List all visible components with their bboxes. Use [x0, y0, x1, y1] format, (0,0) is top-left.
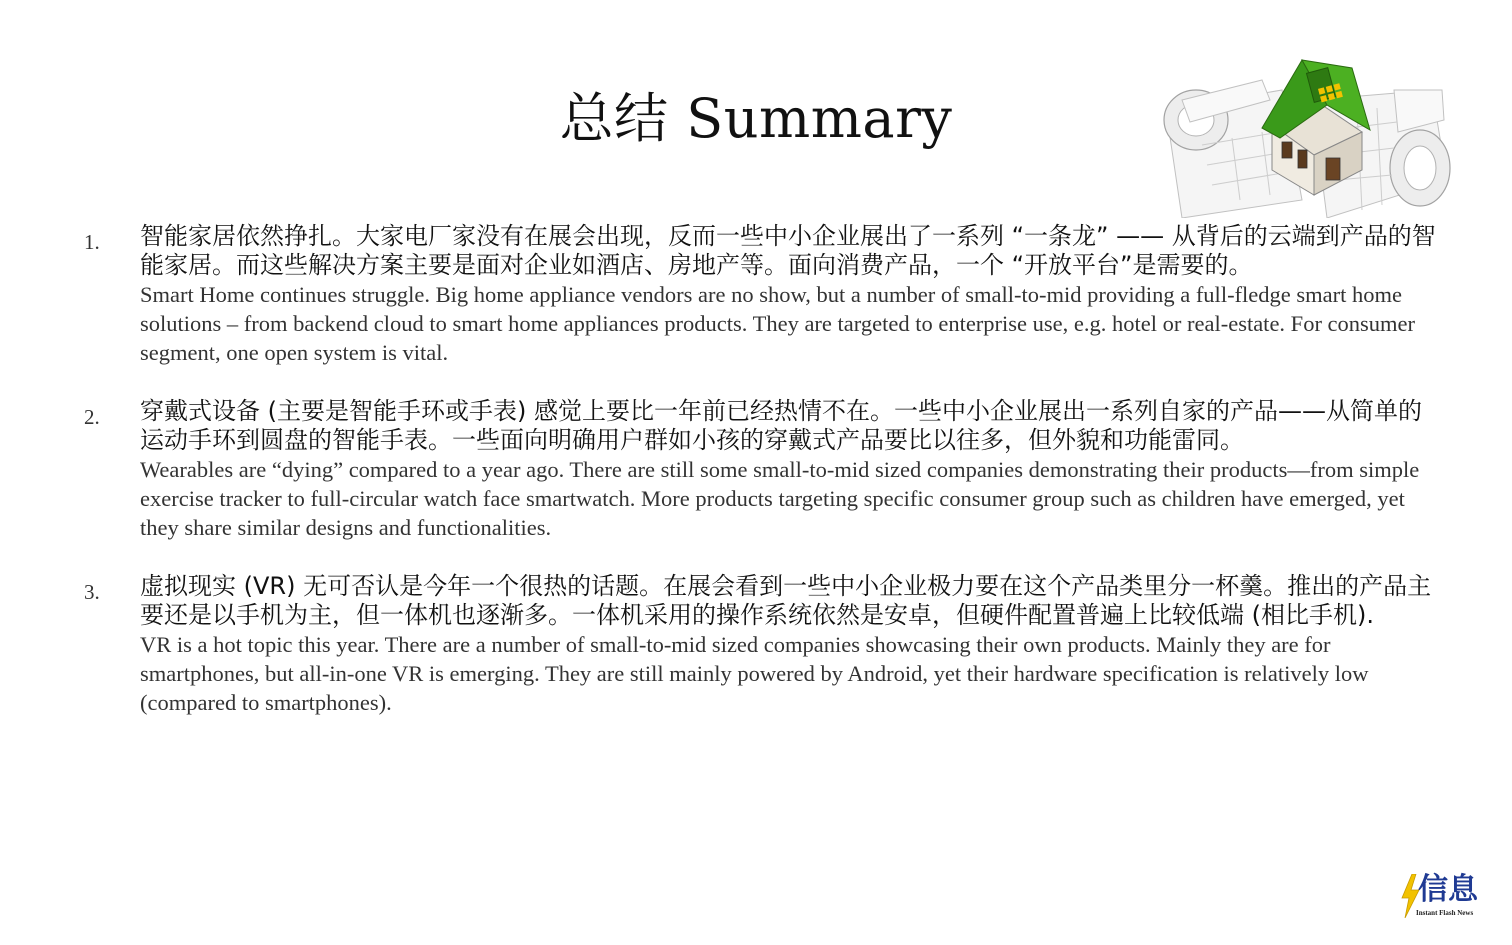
- item-text-chinese: 穿戴式设备 (主要是智能手环或手表) 感觉上要比一年前已经热情不在。一些中小企业展出一系列自家的产品——从简单的运动手环到圆盘的智能手表。一些面向明确用户群如小孩的穿戴式产品要比以往多，但外貌和功能雷同。: [140, 397, 1422, 454]
- logo-text: 信息: [1418, 872, 1478, 907]
- summary-list: [84, 222, 1444, 747]
- item-number: 2.: [84, 405, 100, 429]
- item-text-english: Smart Home continues struggle. Big home appliance vendors are no show, but a number of small-to-mid providing a full-fledge smart home solutions – from backend cloud to smart home appliances products. They are targeted to enterprise use, e.g. hotel or real-estate. For consumer segment, one open system is vital.: [140, 282, 1416, 365]
- item-text-chinese: 虚拟现实 (VR) 无可否认是今年一个很热的话题。在展会看到一些中小企业极力要在这个产品类里分一杯羹。推出的产品主要还是以手机为主，但一体机也逐渐多。一体机采用的操作系统依然是安卓，但硬件配置普遍上比较低端 (相比手机).: [140, 572, 1432, 629]
- house-blueprint-icon: [1162, 50, 1452, 218]
- list-item: [84, 397, 1444, 542]
- item-number: 3.: [84, 580, 100, 604]
- item-text-english: Wearables are “dying” compared to a year ago. There are still some small-to-mid sized companies demonstrating their products—from simple exercise tracker to full-circular watch face smartwatch. More products targeting specific consumer group such as children have emerged, yet they share similar designs and functionalities.: [140, 457, 1420, 540]
- item-number: 1.: [84, 230, 100, 254]
- item-text-english: VR is a hot topic this year. There are a number of small-to-mid sized companies showcasing their own products. Mainly they are for smartphones, but all-in-one VR is emerging. They are still mainly powered by Android, yet their hardware specification is relatively low (compared to smartphones).: [140, 632, 1369, 715]
- slide-title: 总结 Summary: [559, 87, 953, 150]
- list-item: [84, 222, 1444, 367]
- logo-subtitle: Instant Flash News: [1416, 909, 1474, 917]
- item-text-chinese: 智能家居依然挣扎。大家电厂家没有在展会出现，反而一些中小企业展出了一系列 “一条龙” —— 从背后的云端到产品的智能家居。而这些解决方案主要是面对企业如酒店、房地产等。面向消费产品，一个 “开放平台”是需要的。: [140, 222, 1436, 279]
- list-item: [84, 572, 1444, 717]
- logo: [1400, 872, 1488, 922]
